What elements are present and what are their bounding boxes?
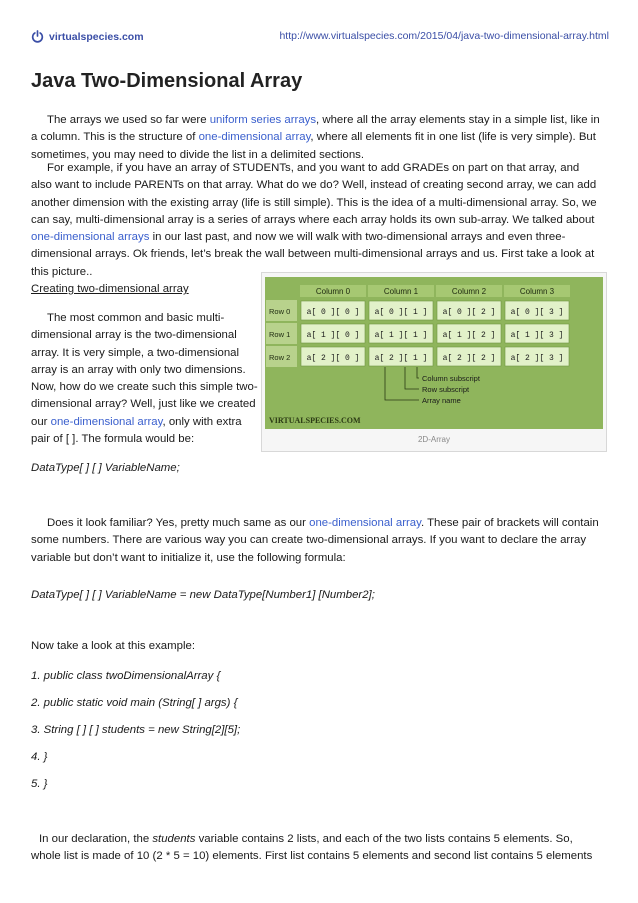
watermark-text: VIRTUALSPECIES.COM bbox=[269, 416, 361, 425]
code-line: 4. } bbox=[31, 751, 48, 763]
figure-caption: 2D-Array bbox=[417, 435, 450, 444]
pointer-label: Array name bbox=[422, 396, 461, 405]
row-label: Row 2 bbox=[269, 353, 291, 362]
page-url-link[interactable]: http://www.virtualspecies.com/2015/04/java-two-dimensional-array.html bbox=[279, 30, 609, 42]
cell-label: a[ 1 ][ 2 ] bbox=[442, 331, 496, 340]
code-line: 3. String [ ] [ ] students = new String[2][5]; bbox=[31, 724, 241, 736]
code-declaration: DataType[ ] [ ] VariableName; bbox=[31, 462, 180, 474]
power-icon bbox=[31, 30, 44, 43]
link-one-dimensional-array-2[interactable]: one-dimensional array bbox=[50, 415, 163, 428]
row-label: Row 1 bbox=[269, 330, 291, 339]
code-line: 5. } bbox=[31, 778, 48, 790]
cell-label: a[ 2 ][ 3 ] bbox=[510, 354, 564, 363]
cell-label: a[ 2 ][ 2 ] bbox=[442, 354, 496, 363]
cell-label: a[ 0 ][ 1 ] bbox=[374, 308, 428, 317]
subheading: Creating two-dimensional array bbox=[31, 283, 189, 295]
column-label: Column 3 bbox=[519, 287, 555, 296]
link-one-dimensional-array[interactable]: one-dimensional array bbox=[198, 131, 311, 144]
paragraph-familiar: Does it look familiar? Yes, pretty much same as our one-dimensional array. These pair of brackets will contain some numbers. There are various way you can create two-dimensional arrays. If you want to declare the array variable but don’t want to initialize it, use the following formula: bbox=[31, 517, 599, 564]
paragraph-intro: The arrays we used so far were uniform series arrays, where all the array elements stay in a simple list, like in a column. This is the structure of one-dimensional array, where all elements fit in one list (life is very simple). But sometimes, you may need to divide the list in a delimited sections. bbox=[31, 114, 600, 161]
paragraph-example: For example, if you have an array of STUDENTs, and you want to add GRADEs on part on that array, and also want to include PARENTs on that array. What do we do? Well, instead of creating second array, we can add another dimension with the existing array (life is still simple). This is the idea of a multi-dimensional array. So, we can say, multi-dimensional array is a series of arrays where each array holds its own sub-array. We talked about one-dimensional arrays in our last past, and now we will walk with two-dimensional arrays and even three-dimensional arrays. Ok friends, let’s break the wall between multi-dimensional arrays and us. First take a look at this picture.. bbox=[31, 162, 597, 278]
figure-2d-array bbox=[261, 272, 607, 452]
link-one-dimensional-arrays[interactable]: one-dimensional arrays bbox=[31, 231, 150, 244]
cell-label: a[ 0 ][ 2 ] bbox=[442, 308, 496, 317]
cell-label: a[ 1 ][ 3 ] bbox=[510, 331, 564, 340]
page-title: Java Two-Dimensional Array bbox=[31, 70, 303, 92]
cell-label: a[ 2 ][ 1 ] bbox=[374, 354, 428, 363]
paragraph-declaration: In our declaration, the students variable contains 2 lists, and each of the two lists contains 5 elements. So, whole list is made of 10 (2 * 5 = 10) elements. First list contains 5 elements and second list contains 5 elements bbox=[31, 833, 593, 863]
array-diagram bbox=[265, 277, 603, 429]
column-label: Column 2 bbox=[451, 287, 487, 296]
paragraph-look: Now take a look at this example: bbox=[31, 640, 195, 652]
code-line: 2. public static void main (String[ ] args) { bbox=[31, 697, 238, 709]
cell-label: a[ 2 ][ 0 ] bbox=[306, 354, 360, 363]
link-uniform-series-arrays[interactable]: uniform series arrays bbox=[209, 114, 317, 126]
code-line: 1. public class twoDimensionalArray { bbox=[31, 670, 221, 682]
cell-label: a[ 1 ][ 1 ] bbox=[374, 331, 428, 340]
cell-label: a[ 0 ][ 3 ] bbox=[510, 308, 564, 317]
row-label: Row 0 bbox=[269, 307, 291, 316]
column-label: Column 0 bbox=[315, 287, 351, 296]
pointer-label: Column subscript bbox=[422, 374, 480, 383]
code-initialize: DataType[ ] [ ] VariableName = new DataType[Number1] [Number2]; bbox=[31, 589, 375, 601]
column-label: Column 1 bbox=[383, 287, 419, 296]
link-one-dimensional-array-3[interactable]: one-dimensional array bbox=[309, 517, 421, 529]
site-name[interactable] bbox=[31, 30, 144, 43]
site-label: virtualspecies.com bbox=[49, 30, 144, 43]
paragraph-basic: The most common and basic multi-dimensional array is the two-dimensional array. It is very simple, a two-dimensional array is an array with only two dimensions. Now, how do we create such this simple two-dimensional array? Well, just like we created our one-dimensional array, only with extra pair of [ ]. The formula would be: bbox=[31, 312, 258, 446]
cell-label: a[ 1 ][ 0 ] bbox=[306, 331, 360, 340]
pointer-label: Row subscript bbox=[422, 385, 470, 394]
cell-label: a[ 0 ][ 0 ] bbox=[306, 308, 360, 317]
page-header bbox=[31, 30, 609, 48]
